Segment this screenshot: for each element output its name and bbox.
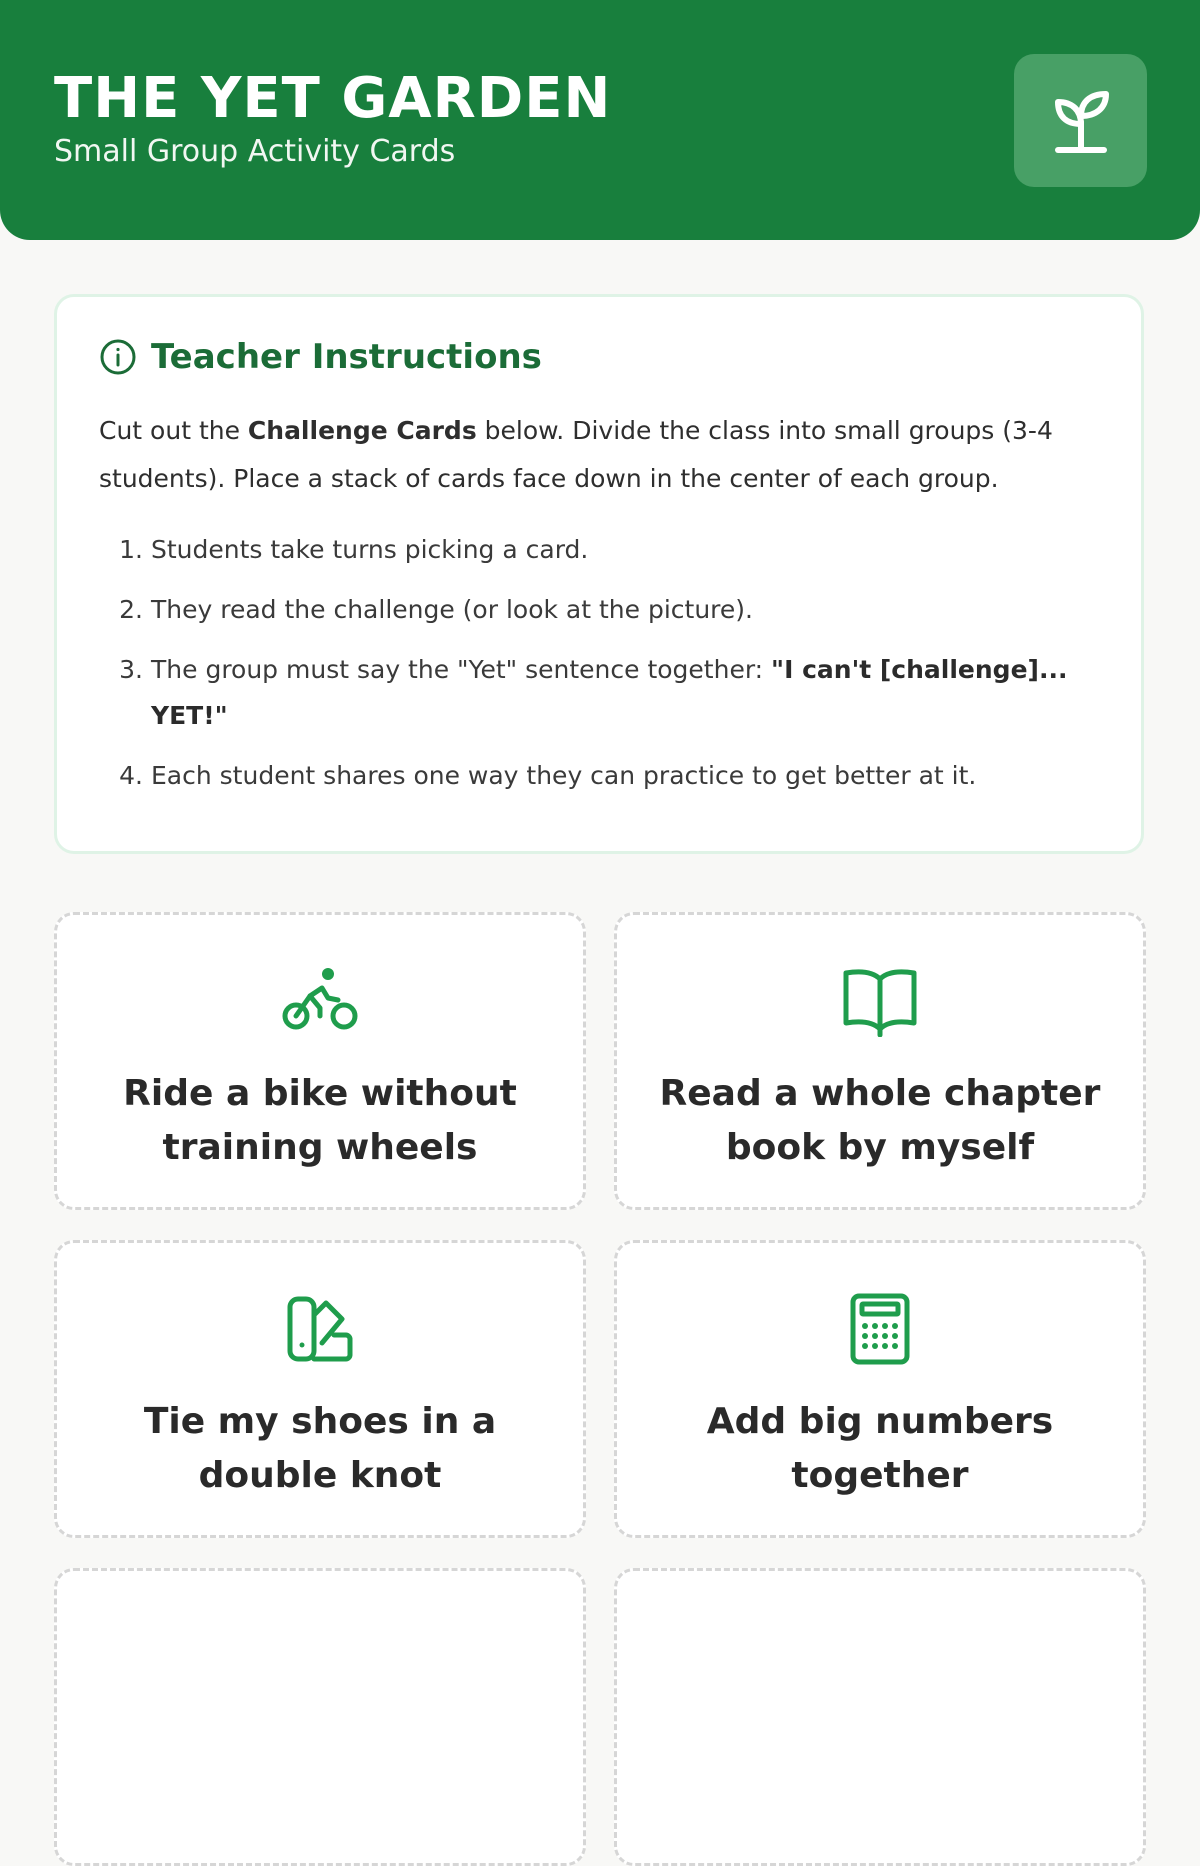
intro-bold-text: Challenge Cards — [247, 416, 477, 445]
step-item — [99, 527, 1097, 573]
instructions-heading-text: Teacher Instructions — [151, 337, 542, 377]
challenge-card — [54, 1240, 586, 1538]
step-number: 2. — [119, 595, 143, 624]
step-text-plain: Each student shares one way they can practice to get better at it. — [151, 761, 977, 790]
instructions-intro — [99, 407, 1097, 503]
challenge-card — [54, 912, 586, 1210]
challenge-card — [614, 1568, 1146, 1866]
intro-text-start: Cut out the — [99, 416, 248, 445]
page-title: THE YET GARDEN — [54, 66, 612, 131]
card-text: Read a whole chapter book by myself — [659, 1073, 1101, 1168]
sprout-icon — [1050, 86, 1112, 156]
calculator-icon — [849, 1292, 911, 1366]
challenge-card — [54, 1568, 586, 1866]
bike-icon — [280, 966, 360, 1036]
step-number: 3. — [119, 655, 143, 684]
intro-text-end: below. Divide the class into small groups (3-4 students). Place a stack of cards face down in the center of each group. — [99, 416, 1053, 493]
book-icon — [840, 965, 920, 1037]
step-text — [151, 647, 1097, 739]
step-item — [99, 587, 1097, 633]
yet-sentence: "I can't [challenge]... YET!" — [151, 655, 1068, 730]
card-text: Tie my shoes in a double knot — [143, 1401, 497, 1496]
step-text — [151, 753, 976, 799]
page-subtitle: Small Group Activity Cards — [54, 134, 456, 169]
step-number: 1. — [119, 535, 143, 564]
instructions-steps — [99, 527, 1097, 799]
card-icon-wrap — [617, 1287, 1143, 1371]
card-icon-wrap — [57, 959, 583, 1043]
page-header — [0, 0, 1200, 240]
step-number: 4. — [119, 761, 143, 790]
step-text — [151, 587, 753, 633]
card-icon-wrap — [617, 959, 1143, 1043]
swatch-icon — [284, 1293, 356, 1365]
step-text-plain: The group must say the "Yet" sentence together: — [151, 655, 772, 684]
step-text-plain: Students take turns picking a card. — [151, 535, 589, 564]
info-icon — [99, 338, 137, 376]
instructions-heading — [99, 337, 1097, 377]
card-text: Ride a bike without training wheels — [123, 1073, 517, 1168]
teacher-instructions-panel — [54, 294, 1144, 854]
step-item — [99, 647, 1097, 739]
challenge-card — [614, 912, 1146, 1210]
header-badge — [1014, 54, 1147, 187]
step-item — [99, 753, 1097, 799]
step-text-plain: They read the challenge (or look at the picture). — [151, 595, 753, 624]
challenge-card — [614, 1240, 1146, 1538]
card-text: Add big numbers together — [706, 1401, 1054, 1496]
card-icon-wrap — [57, 1287, 583, 1371]
step-text — [151, 527, 588, 573]
